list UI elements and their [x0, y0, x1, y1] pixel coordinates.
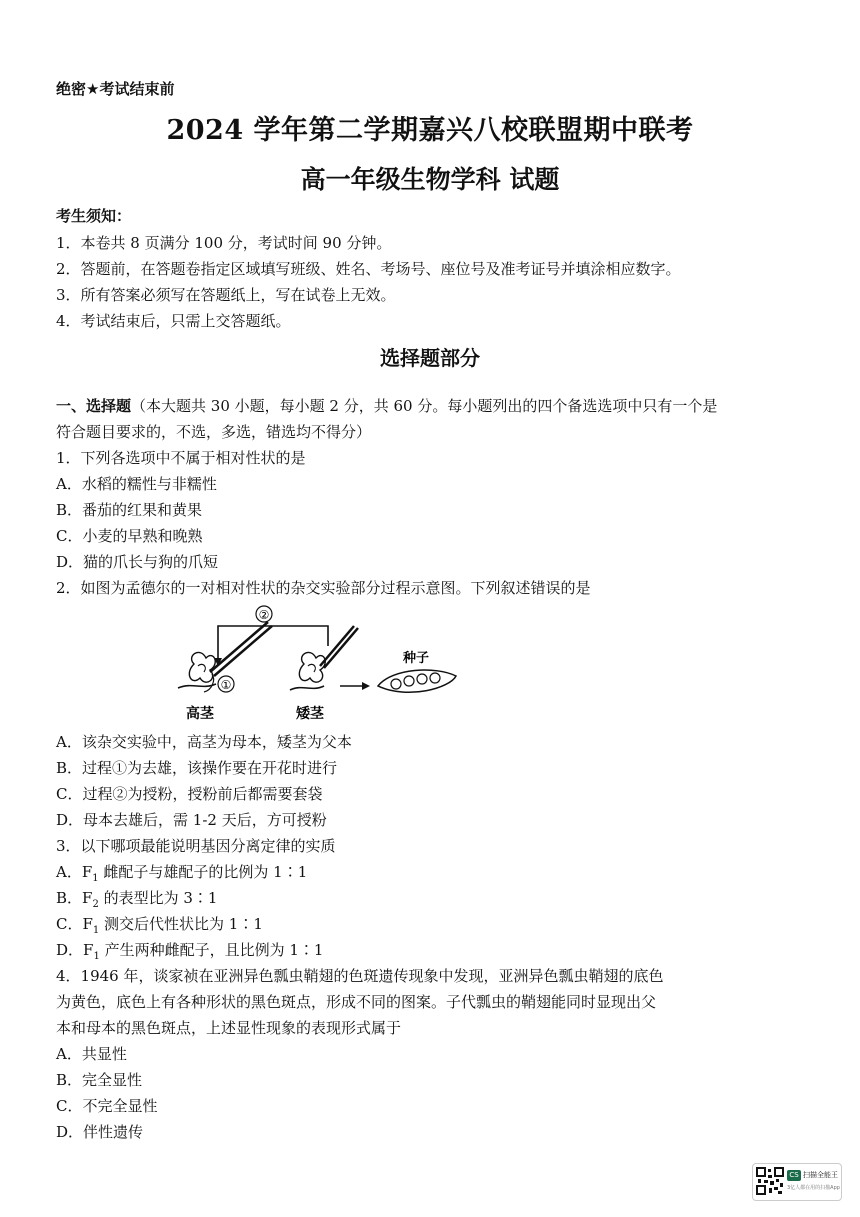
q1-stem: 1．下列各选项中不属于相对性状的是: [56, 449, 306, 467]
q1-option-d: D．猫的爪长与狗的爪短: [56, 553, 219, 571]
part-label: 一、选择题: [56, 397, 132, 415]
cross-experiment-figure: [172, 604, 472, 722]
seed-label: 种子: [402, 651, 430, 666]
notice-item: 1．本卷共 8 页满分 100 分，考试时间 90 分钟。: [56, 234, 392, 252]
seed-pod: [378, 670, 456, 692]
notice-heading: 考生须知：: [56, 207, 132, 225]
q4-stem-line: 本和母本的黑色斑点，上述显性现象的表现形式属于: [56, 1019, 402, 1037]
notice-item: 2．答题前，在答题卷指定区域填写班级、姓名、考场号、座位号及准考证号并填涂相应数字。: [56, 260, 681, 278]
part-description: （本大题共 30 小题，每小题 2 分，共 60 分。每小题列出的四个备选选项中只有一个是: [131, 397, 718, 415]
q4-option-d: D．伴性遗传: [56, 1123, 144, 1141]
short-stem-label: 矮茎: [296, 706, 324, 722]
qr-code-icon: [756, 1167, 784, 1195]
tall-stem-label: 高茎: [186, 706, 214, 722]
confidential-mark: 绝密★考试结束前: [56, 80, 175, 98]
q2-option-b: B．过程①为去雄，该操作要在开花时进行: [56, 759, 338, 777]
notice-item: 4．考试结束后，只需上交答题纸。: [56, 312, 291, 330]
part-description-cont: 符合题目要求的，不选，多选，错选均不得分）: [56, 423, 372, 441]
scanner-app-name: 扫描全能王: [803, 1171, 838, 1179]
q4-stem-line: 4．1946 年，谈家祯在亚洲异色瓢虫鞘翅的色斑遗传现象中发现，亚洲异色瓢虫鞘翅的底色: [56, 967, 664, 985]
q3-option-d: D．$F_1$ 产生两种雌配子，且比例为 1∶1: [56, 941, 324, 962]
step1-mark-text: ①: [220, 678, 232, 692]
q1-option-b: B．番茄的红果和黄果: [56, 501, 203, 519]
q3-option-c: C．$F_1$ 测交后代性状比为 1∶1: [56, 915, 263, 936]
scanner-watermark: [752, 1163, 842, 1201]
forceps-tool: [210, 622, 272, 676]
q3-option-a: A．$F_1$ 雌配子与雄配子的比例为 1∶1: [56, 863, 308, 884]
q2-option-d: D．母本去雄后，需 1-2 天后，方可授粉: [56, 811, 327, 829]
scanner-tagline: 3亿人都在用的扫描App: [787, 1185, 840, 1191]
step2-mark-text: ②: [258, 608, 270, 622]
q1-option-a: A．水稻的糯性与非糯性: [56, 475, 217, 493]
q4-option-b: B．完全显性: [56, 1071, 143, 1089]
q4-option-c: C．不完全显性: [56, 1097, 158, 1115]
exam-subtitle: 高一年级生物学科 试题: [300, 165, 560, 194]
q2-option-a: A．该杂交实验中，高茎为母本，矮茎为父本: [56, 733, 352, 751]
short-plant-flower: [290, 652, 325, 690]
q4-option-a: A．共显性: [56, 1045, 127, 1063]
q3-stem: 3．以下哪项最能说明基因分离定律的实质: [56, 837, 336, 855]
result-arrowhead: [362, 682, 370, 690]
q2-option-c: C．过程②为授粉，授粉前后都需要套袋: [56, 785, 323, 803]
q2-stem: 2．如图为孟德尔的一对相对性状的杂交实验部分过程示意图。下列叙述错误的是: [56, 579, 591, 597]
pea-cross-diagram: [172, 604, 472, 722]
q4-stem-line: 为黄色，底色上有各种形状的黑色斑点，形成不同的图案。子代瓢虫的鞘翅能同时显现出父: [56, 993, 657, 1011]
q3-option-b: B．$F_2$ 的表型比为 3∶1: [56, 889, 218, 910]
notice-item: 3．所有答案必须写在答题纸上，写在试卷上无效。: [56, 286, 396, 304]
exam-title: 2024 学年第二学期嘉兴八校联盟期中联考: [166, 115, 694, 146]
section-title: 选择题部分: [380, 346, 480, 370]
cs-logo: CS: [787, 1170, 801, 1181]
q1-option-c: C．小麦的早熟和晚熟: [56, 527, 203, 545]
part-heading: [56, 395, 717, 416]
